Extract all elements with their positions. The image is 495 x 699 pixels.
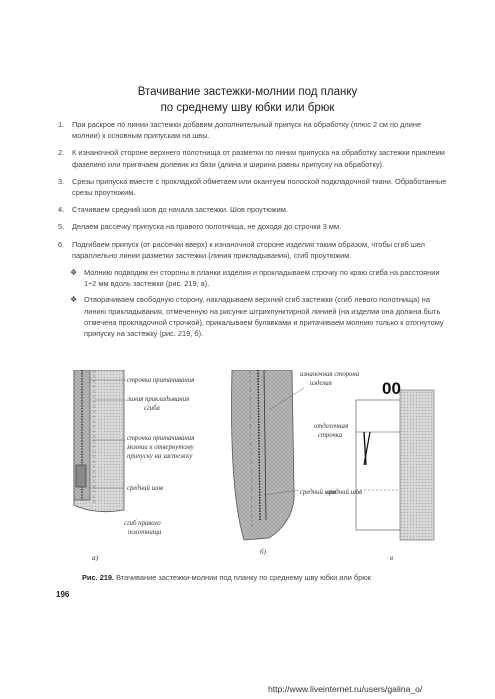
- caption-text: Втачивание застежки-молнии под планку по среднему шву юбки или брюк: [116, 573, 372, 582]
- item-text: Срезы припуска вместе с прокладкой обметаем или окантуем полоской подкладочной ткани. Обработанные срезы проутюжим.: [72, 176, 447, 198]
- label-finish-2: строчка: [318, 432, 343, 439]
- list-item: [58, 239, 450, 261]
- item-number: 1.: [58, 120, 65, 129]
- zipper-pull-icon: 00: [382, 379, 401, 398]
- item-number: 4.: [58, 205, 65, 215]
- sub-item: [58, 267, 450, 289]
- panel-b-drawing: [232, 370, 363, 556]
- item-text: Стачиваем средний шов до начала застежки. Шов проутюжим.: [72, 205, 288, 215]
- label-right-panel-1: сгиб правого: [124, 520, 161, 527]
- source-url[interactable]: http://www.liveinternet.ru/users/galina_o/: [268, 684, 423, 694]
- zipper-diagram: [64, 370, 444, 570]
- item-number: 2.: [58, 148, 65, 158]
- list-item: [58, 119, 450, 141]
- label-stitch-attach: строчка притачивания: [127, 377, 195, 384]
- label-wrong-side-1: изнаночная сторона: [300, 371, 360, 378]
- item-text: Подгибаем припуск (от рассечки вверх) к изнаночной стороне изделия таким образом, чтобы сгиб шел параллельно линии разметки застежки (линия прикладывания), сгиб проутюжим.: [72, 239, 425, 260]
- label-middle-seam-c: средний шов: [326, 489, 363, 496]
- title-line-2: по среднему шву юбки или брюк: [160, 102, 335, 114]
- bullet-icon: ❖: [70, 268, 78, 278]
- sub-item-text: Молнию подводим ен стороны в планки изделия и прокладываем строчку по краю сгиба на расстоянии 1÷2 мм вдоль застежки (рис. 219, а).: [84, 268, 440, 289]
- figure-219: [64, 370, 444, 570]
- figure-caption: [82, 573, 472, 582]
- page-title: [0, 84, 495, 116]
- title-line-1: Втачивание застежки-молнии под планку: [137, 86, 358, 98]
- label-stitch-zip-1: строчка притачивания: [127, 435, 195, 442]
- panel-a-drawing: [74, 370, 195, 562]
- list-item: [58, 221, 450, 232]
- item-text: При раскрое по линии застежки добавим дополнительный припуск на обработку (плюс 2 см по длине молнии) к основным припускам на швы.: [72, 120, 422, 141]
- label-middle-seam-b: средний шов: [300, 489, 337, 496]
- panel-b-label: б): [260, 548, 267, 556]
- list-item: [58, 204, 450, 215]
- label-middle-seam-a: средний шов: [127, 485, 164, 492]
- panel-a-label: а): [92, 554, 98, 562]
- caption-fig-number: Рис. 219.: [82, 573, 115, 582]
- label-stitch-zip-3: припуску на застежку: [127, 453, 193, 460]
- item-number: 3.: [58, 176, 65, 186]
- item-number: 6.: [58, 239, 65, 249]
- label-stitch-zip-2: молнии к отвернутому: [127, 444, 194, 451]
- bullet-icon: ❖: [70, 295, 78, 305]
- item-text: К изнаночной стороне верхнего полотнища от разметки по линии припуска на обработку застежки приклеим фазелино или пригачаем долевик из бязи (длина и ширина равны припуску на обработку).: [72, 148, 445, 169]
- sub-item: [58, 294, 450, 339]
- label-fold-line-2: сгиба: [144, 405, 160, 412]
- label-finish-1: отделочная: [314, 423, 349, 430]
- list-item: [58, 147, 450, 169]
- item-text: Делаем рассечку припуска на правого полотнища, не доходя до строчки 3 мм.: [72, 222, 342, 232]
- label-right-panel-2: полотнища: [128, 529, 162, 536]
- page-number: 196: [56, 590, 70, 599]
- panel-c-label: в: [390, 554, 394, 562]
- label-fold-line-1: линия прикладывания: [127, 396, 190, 403]
- sub-item-text: Отворачиваем свободную сторону, накладываем верхний сгиб застежки (сгиб левого полотнища) на линию прикладывания, отмеченную на рисунке штрихпунктирной линией (на изделии она должна быть отмечена прокладочной строчкой), прикалываем булавками и притачиваем молнию только к отогнутому припуску на застежку (рис. 219, б).: [84, 295, 444, 339]
- item-number: 5.: [58, 222, 65, 232]
- label-wrong-side-2: изделия: [310, 380, 332, 387]
- panel-c-drawing: [314, 379, 434, 562]
- list-item: [58, 176, 450, 198]
- instruction-list: [58, 119, 450, 344]
